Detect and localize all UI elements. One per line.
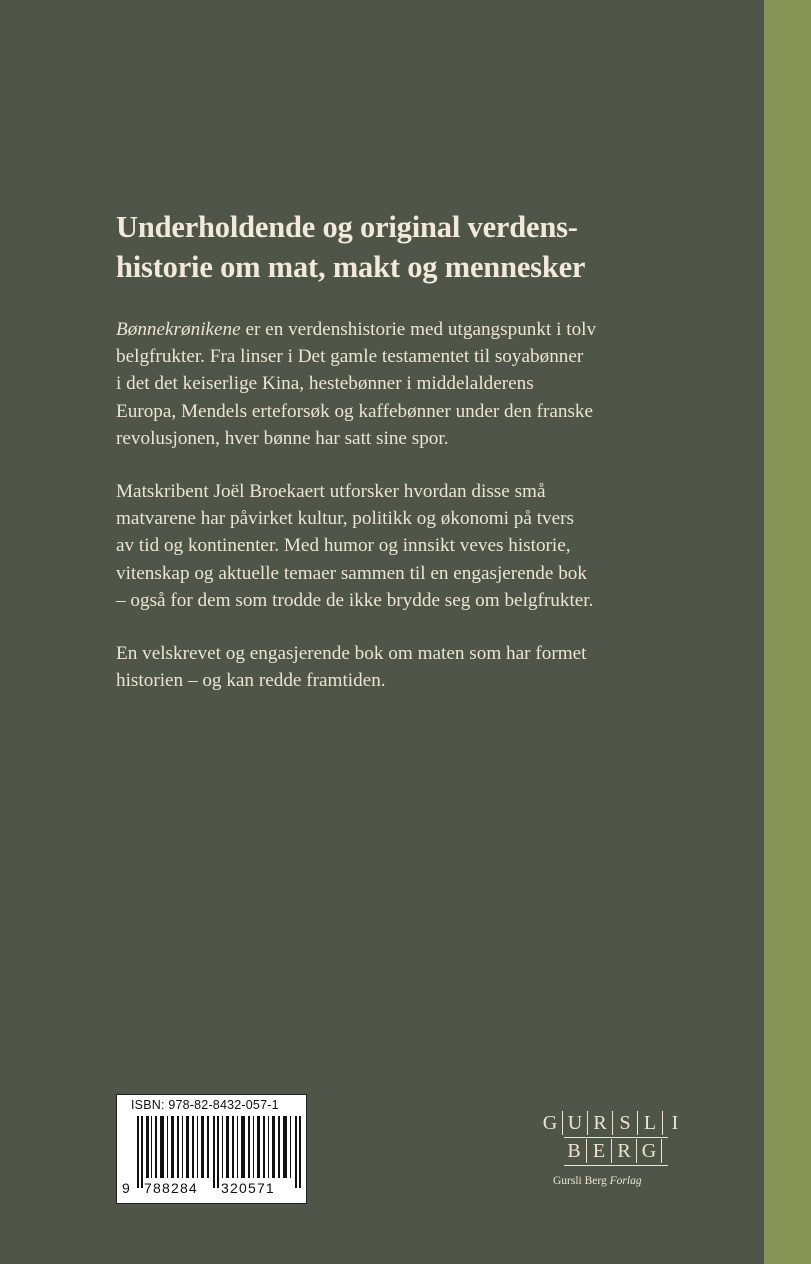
logo-row-berg [564,1139,664,1163]
barcode-bar [278,1116,280,1178]
publisher-forlag: Forlag [609,1175,642,1187]
logo-rule-bottom [564,1165,668,1166]
barcode-left-digits: 788284 [144,1180,198,1196]
logo-divider [612,1111,613,1135]
barcode-bar [222,1116,223,1178]
logo-divider [562,1111,563,1135]
logo-divider [662,1111,663,1135]
logo-row-gursli [540,1111,685,1135]
blurb-p2-line-4: vitenskap og aktuelle temaer sammen til en engasjerende bok [116,562,587,584]
barcode-bar [192,1116,194,1178]
blurb-p2-line-2: matvarene har påvirket kultur, politikk og økonomi på tvers [116,508,575,530]
barcode-bar [299,1116,301,1188]
logo-letter: B [567,1139,581,1162]
logo-letter: R [593,1111,607,1134]
blurb [116,316,716,720]
logo-divider [637,1111,638,1135]
blurb-p2-line-3: av tid og kontinenter. Med humor og innsikt veves historie, [116,535,571,557]
barcode-bar [253,1116,254,1178]
barcode-bar [226,1116,229,1178]
publisher-logo [536,1111,686,1201]
blurb-p1-line-5: revolusjonen, hver bønne har satt sine spor. [116,427,449,449]
barcode-bar [283,1116,287,1178]
logo-letter: S [619,1111,631,1134]
barcode-bar [151,1116,152,1178]
barcode-bar [160,1116,164,1178]
logo-divider [586,1139,587,1163]
barcode-bars [137,1116,303,1186]
logo-divider [611,1139,612,1163]
publisher-name: Gursli Berg [553,1175,607,1187]
publisher-caption [553,1175,642,1187]
blurb-p2-line-5: – også for dem som trodde de ikke brydde seg om belgfrukter. [116,589,594,611]
blurb-paragraph-3 [116,640,716,694]
logo-divider [661,1139,662,1163]
logo-letter: I [671,1111,679,1134]
blurb-p1-line-2: belgfrukter. Fra linser i Det gamle testamentet til soyabønner [116,346,584,368]
barcode-lead-digit: 9 [122,1180,130,1196]
barcode-bar [155,1116,157,1178]
isbn-label: ISBN: 978-82-8432-057-1 [131,1098,279,1112]
blurb-p3-line-1: En velskrevet og engasjerende bok om maten som har formet [116,643,587,665]
logo-divider [587,1111,588,1135]
barcode-bar [137,1116,139,1188]
isbn-barcode [116,1094,307,1204]
barcode-bar [167,1116,168,1178]
blurb-p1-line-1 [116,316,716,343]
logo-letter: L [643,1111,657,1134]
barcode-bar [197,1116,198,1178]
blurb-paragraph-1 [116,316,716,452]
barcode-right-digits: 320571 [221,1180,275,1196]
barcode-bar [171,1116,174,1178]
blurb-p2-line-1: Matskribent Joël Broekaert utforsker hvordan disse små [116,481,546,503]
barcode-bar [177,1116,179,1178]
logo-letter: E [592,1139,606,1162]
headline-line-2: historie om mat, makt og mennesker [116,250,586,284]
barcode-bar [263,1116,265,1178]
barcode-bar [290,1116,291,1178]
logo-rule-top [564,1137,668,1138]
barcode-bar [141,1116,143,1188]
blurb-p1-line-3: i det det keiserlige Kina, hestebønner i middelalderens [116,373,534,395]
book-title-italic: Bønnekrønikene [116,319,241,340]
barcode-bar [248,1116,250,1178]
logo-letter: U [567,1111,583,1134]
barcode-bar [295,1116,297,1188]
barcode-bar [217,1116,219,1188]
barcode-bar [268,1116,269,1178]
barcode-bar [186,1116,189,1178]
blurb-p1-line-4: Europa, Mendels erteforsøk og kaffebønner under den franske [116,400,594,422]
barcode-bar [241,1116,245,1178]
blurb-p3-line-2: historien – og kan redde framtiden. [116,670,386,692]
barcode-bar [232,1116,234,1178]
barcode-bar [146,1116,149,1178]
logo-divider [636,1139,637,1163]
barcode-bar [257,1116,260,1178]
logo-letter: G [542,1111,558,1134]
blurb-paragraph-2 [116,478,716,614]
barcode-bar [182,1116,183,1178]
headline-line-1: Underholdende og original verdens- [116,210,578,244]
blurb-p1-line-1-rest: er en verdenshistorie med utgangspunkt i tolv [240,319,597,340]
spine-strip [764,0,811,1264]
barcode-bar [201,1116,204,1178]
barcode-bar [207,1116,209,1178]
headline [116,207,736,287]
barcode-bar [272,1116,275,1178]
logo-letter: G [641,1139,657,1162]
logo-letter: R [617,1139,631,1162]
barcode-bar [213,1116,215,1188]
barcode-bar [237,1116,238,1178]
